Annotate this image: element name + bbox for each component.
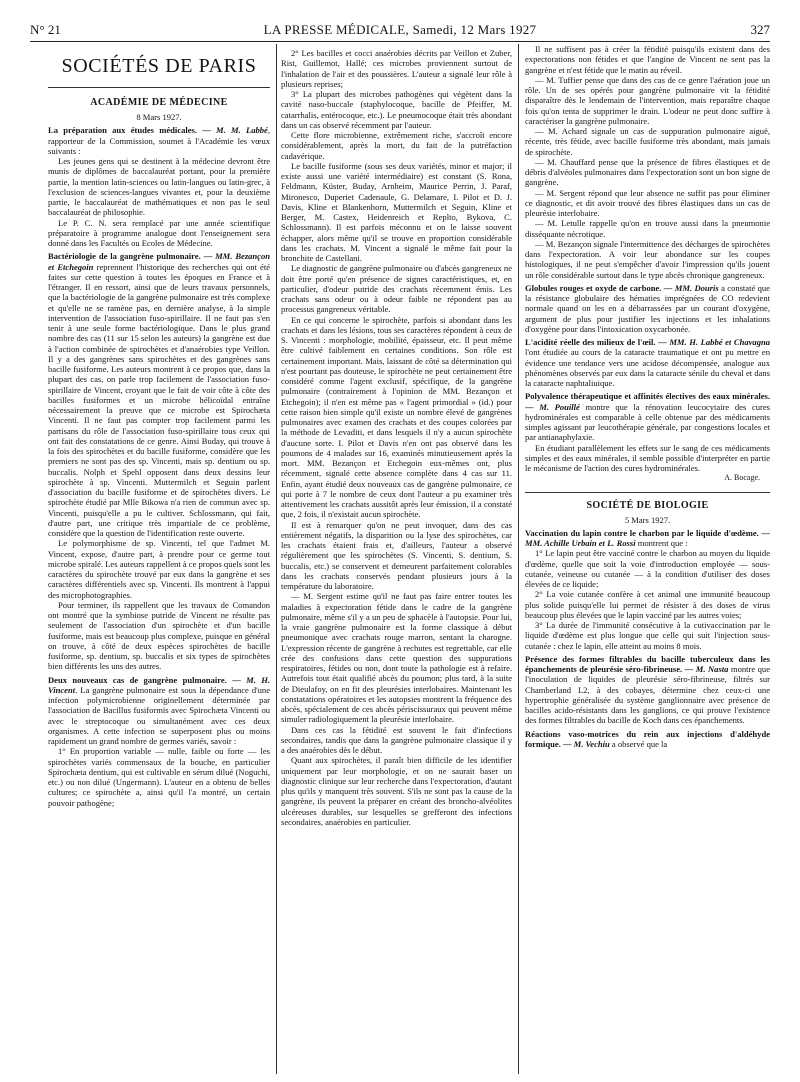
body-paragraph: Dans ces cas la fétidité est souvent le fait d'infections secondaires, tandis que dans la gangrène pulmonaire classique il y a des anaérobies dès le début. — [281, 724, 512, 755]
body-paragraph: 1° En proportion variable — nulle, faible ou forte — les spirochètes variés commensaux de la bouche, en particulier Spirochæta dentium, qui est cultivable en sérum dilué (Noguchi, etc.) ou non dilué (Ungermann). L'auteur en a obtenu de belles cultures; ce spirochète a, ainsi qu'il l'a montré, un certain pouvoir pathogène; — [48, 746, 270, 808]
academie-heading: ACADÉMIE DE MÉDECINE — [90, 97, 228, 108]
communication-text: montre que l'inoculation de liquides de pleurésie séro-fibrineuse, filtrés sur Chamberland L2, à des cobayes, détermine chez ceux-ci une hypertrophie généralisée du système ganglionnaire avec présence de bacilles acido-résistants dans les ganglions, ce qui prouve l'existence des formes filtrables du bacille de Koch dans ces épanchements. — [525, 664, 770, 726]
page-number: 327 — [750, 22, 770, 37]
column-3-body-top — [525, 44, 770, 473]
communication-paragraph — [525, 654, 770, 726]
signature: A. Bocage. — [724, 473, 760, 483]
communication-text: montre que la rénovation leucocytaire des cures hydrominérales est comparable à celle obtenue par des médicaments simples agissant par leucothérapie générale, par congestions locales et par antianaphylaxie. — [525, 401, 770, 443]
communication-title: La préparation aux études médicales. — — [48, 125, 217, 136]
communication-authors: M. Nasta — [695, 664, 729, 674]
journal-title: LA PRESSE MÉDICALE, Samedi, 12 Mars 1927 — [263, 22, 537, 37]
communication-paragraph — [525, 283, 770, 334]
communication-title: Globules rouges et oxyde de carbone. — — [525, 282, 675, 293]
communication-authors: MM. Douris — [674, 282, 719, 293]
biologie-heading: SOCIÉTÉ DE BIOLOGIE — [586, 499, 709, 511]
body-paragraph: Le bacille fusiforme (sous ses deux variétés, minor et major; il existe aussi une variété intermédiaire) est constant (S. Rona, Feldmann, Küster, Buday, Arnheim, Maurice Perrin, J. Paraf, Mironesco, Duperiet Cadenaule, G. Delamare, I. Pilot et D. J. Davis, Kline et Blankenhorn, Muttermilch et Seguin, Kline et Berger, M. Castex, Heidenreich et Replto, Bykova, C. Schlossmann). Il est parfois méconnu et on le laisse souvent échapper, alors même qu'il se trouve en proportion considérable dans les crachats. M. Vincent a signalé le même fait pour la bronchite de Castellani. — [281, 160, 512, 263]
body-paragraph: En ce qui concerne le spirochète, parfois si abondant dans les crachats et dans les lésions, tous ses caractères répondent à ceux de S. Vincenti : morphologie, mobilité, épaisseur, etc. Il peut même être cultivé faiblement en certaines conditions. Son rôle est certainement important. Mais, laissant de côté sa détermination qui n'est pourtant pas douteuse, le spirochète ne peut certainement être considéré comme l'agent exclusif, spécifique, de la gangrène pulmonaire (contrairement à l'opinion de MM. Bezançon et Etchegoin); il n'en est même pas « l'agent primordial » (id.) pour cette raison bien simple qu'il existe un nombre élevé de gangrènes pulmonaires avec examen des crachats et des coupes colorées par la méthode de Levaditi, et dans lesquels il n'y a aucun spirochète d'aucune sorte. I. Pilot et Davis n'en ont pas observé dans les poumons de 4 malades sur 16, examinés minutieusement après la mort. MM. Bezançon et Etchegoin eux-mêmes ont, plus récemment, signalé cette absence complète dans 4 cas sur 11. Enfin, ayant étudié deux nouveaux cas de gangrène pulmonaire, ce qui porte à 7 le nombre de ceux dont l'auteur a pu examiner très attentivement les crachats aussitôt après leur émission, il a constaté que, 2 fois, il n'existait aucun spirochète. — [281, 314, 512, 520]
body-paragraph: Le P. C. N. sera remplacé par une année scientifique préparatoire à programme analogue dont l'enseignement sera donné dans les Facultés ou Ecoles de Médecine. — [48, 217, 270, 248]
communication-title: Réactions vaso-motrices du rein aux injections d'aldéhyde formique. — — [525, 728, 770, 749]
body-paragraph: — M. Sergent répond que leur absence ne suffit pas pour éliminer ce diagnostic, et dit avoir trouvé des fibres élastiques dans un cas de pleurésie interlobaire. — [525, 187, 770, 218]
communication-text: , rapporteur de la Commission, soumet à l'Académie les vœux suivants : — [48, 125, 270, 156]
title-rule — [48, 87, 270, 88]
column-3-body-bottom — [525, 528, 770, 749]
communication-authors: M. Vechiu — [573, 738, 610, 749]
body-paragraph: Cette flore microbienne, extrêmement riche, s'accroît encore considérablement, après la mort, du fait de la putréfaction cadavérique. — [281, 130, 512, 161]
section-rule — [525, 492, 770, 493]
section-title: SOCIÉTÉS DE PARIS — [61, 55, 257, 77]
communication-authors: MM. Achille Urbain et L. Rossi — [525, 538, 636, 548]
communication-paragraph — [48, 125, 270, 156]
body-paragraph: Les jeunes gens qui se destinent à la médecine devront être munis de diplômes de baccalauréat portant, pour la première partie, la mention latin-sciences ou latin-langues ou latin-grec, à l'exclusion de sciences-langues vivantes et, pour la deuxième partie, le baccalauréat de mathématiques et non pas le seul baccalauréat de philosophie. — [48, 156, 270, 218]
header-rule — [30, 41, 770, 42]
column-1 — [48, 48, 270, 1076]
communication-paragraph — [525, 528, 770, 549]
communication-text: a observé que la — [609, 738, 668, 749]
body-paragraph: En étudiant parallèlement les effets sur le sang de ces médicaments simples et des eaux minérales, il semble possible d'interpréter en partie le mécanisme de l'action des cures hydrominérales. — [525, 442, 770, 473]
body-paragraph: 1° Le lapin peut être vacciné contre le charbon au moyen du liquide d'œdème, quelle que soit la voie d'introduction employée — sous-cutanée, veineuse ou cutanée — à la condition d'utiliser des doses élevées de ce liquide; — [525, 548, 770, 589]
communication-authors: M. M. Labbé — [216, 125, 268, 136]
body-paragraph: Le polymorphisme de sp. Vincenti, tel que l'admet M. Vincent, expose, d'autre part, à prendre pour ce germe tout microbe spiralé. Les auteurs rappellent à ce propos quels sont les caractères du spirochète trouvé par eux dans la gangrène et ses caractères différentiels avec sp. Vincenti. Ils montrent à l'appui des microphotographies. — [48, 538, 270, 600]
body-paragraph: 3° La plupart des microbes pathogènes qui végètent dans la cavité naso-buccale (staphylocoque, bacille de Pfeiffer, M. catarrhalis, entérocoque, etc.). Le pneumocoque était très abondant dans un cas observé récemment par l'auteur. — [281, 89, 512, 130]
page-header — [30, 22, 770, 38]
academie-date: 8 Mars 1927. — [136, 112, 182, 122]
communication-text: a constaté que la résistance globulaire des hématies imprégnées de CO redevient normale quand on les en a débarrassées par un courant d'oxygène, argument de plus pour justifier les injections et les inhalations d'oxygène pour dans l'intoxication oxycarbonée. — [525, 282, 770, 334]
body-paragraph: — M. Achard signale un cas de suppuration pulmonaire aiguë, récente, très fétide, avec bacille fusiforme très abondant, mais jamais de spirochète. — [525, 126, 770, 157]
body-paragraph: 3° La durée de l'immunité consécutive à la cutivaccination par le liquide d'œdème est plus longue que celle qui suit l'injection sous-cutanée : chez le lapin, elle atteint au moins 8 mois. — [525, 620, 770, 651]
body-paragraph: — M. Sergent estime qu'il ne faut pas faire entrer toutes les maladies à expectoration fétide dans le cadre de la gangrène pulmonaire, même s'il y a un peu de sphacèle à l'autopsie. Pour lui, la vraie gangrène pulmonaire est la forme classique à début pneumonique avec crachats rouge marron, sentant la charogne. L'expression récente de gangrène à rechutes est regrettable, car elle crée des confusions dans cette question des suppurations respiratoires, fétides ou non, dont toute la pathologie est à refaire. Autrefois tout était qualifié abcès du poumon; plus tard, à la suite de Dieulafoy, on en fit des pleurésies interlobaires. Maintenant les constatations opératoires et les autopsies montrent la fréquence des abcès, spécialement de ces abcès périscissuraux qui peuvent même simuler radiologiquement la pleurésie interlobaire. — [281, 591, 512, 725]
communication-authors: MM. Bezançon et Etchegoin — [48, 251, 270, 272]
body-paragraph: Pour terminer, ils rappellent que les travaux de Comandon ont montré que la symbiose putride de Vincent ne résulte pas seulement de l'association d'un spirochète et d'un bacille fusiforme, mais est beaucoup plus complexe, puisque en général on trouve, à côté de deux espèces spirochètes de bacille fusiforme, sp. dentium, sp. buccalis et six types de spirochètes bien différents les uns des autres. — [48, 599, 270, 672]
communication-title: Vaccination du lapin contre le charbon par le liquide d'œdème. — — [525, 527, 770, 538]
column-divider-1 — [276, 44, 277, 1074]
communication-paragraph — [525, 391, 770, 442]
body-paragraph: Il ne suffisent pas à créer la fétidité puisqu'ils existent dans des expectorations non fétides et que l'angine de Vincent ne sent pas la gangrène et n'est fétide que le matin au réveil. — [525, 44, 770, 75]
body-paragraph: Il est à remarquer qu'on ne peut invoquer, dans des cas entièrement négatifs, la disparition ou la lyse des spirochètes, car les crachats étaient frais et, d'ailleurs, l'auteur a observé régulièrement que les spirochètes (S. Vincenti, S. dentium, S. buccalis, etc.) se conservent et demeurent parfaitement colorables dans les crachats conservés pendant plusieurs jours à la température du laboratoire. — [281, 519, 512, 591]
body-paragraph: — M. Tuffier pense que dans des cas de ce genre l'aération joue un rôle. Un de ses opérés pour gangrène pulmonaire vit la fétidité disparaître dès le lendemain de l'intervention, mais reparaître chaque fois qu'on tenta de supprimer le drain. L'odeur ne peut donc suffire à caractériser la gangrène pulmonaire. — [525, 74, 770, 126]
body-paragraph: Le diagnostic de gangrène pulmonaire ou d'abcès gangreneux ne doit être porté qu'en présence de signes caractéristiques, et, en particulier, d'odeur putride des crachats récemment émis. Les crachats sans odeur ou à odeur faible ne répondent pas au processus gangreneux véritable. — [281, 263, 512, 315]
communication-text: l'ont étudiée au cours de la cataracte traumatique et ont pu mettre en évidence une tendance vers une acidose décompensée, analogue aux phénomènes observés par eux dans la cataracte sénile du cheval et dans la cataracte naphtaliuique. — [525, 347, 770, 388]
communication-title: Deux nouveaux cas de gangrène pulmonaire. — — [48, 674, 247, 685]
body-paragraph: — M. Bezançon signale l'intermittence des décharges de spirochètes dans l'expectoration. A voir leur abondance sur les coupes histologiques, il ne peut s'empêcher d'avoir l'impression qu'ils jouent un rôle considérable surtout dans le type abcès chronique gangreneux. — [525, 238, 770, 280]
communication-title: Présence des formes filtrables du bacille tuberculeux dans les épanchements de pleurésie séro-fibrineuse. — — [525, 653, 770, 674]
communication-authors: M. H. Vincent — [48, 674, 270, 695]
column-divider-2 — [518, 44, 519, 1074]
communication-text: . La gangrène pulmonaire est sous la dépendance d'une infection polymicrobienne originellement déterminée par l'association de Bacillus fusiformis avec Spirochæta Vincenti ou avec le streptocoque ou simultanément avec ces deux organismes. A cette infection se superposent plus ou moins rapidement un grand nombre de germes variés, savoir : — [48, 684, 270, 746]
body-paragraph: — M. Letulle rappelle qu'on en trouve aussi dans la pneumonie disséquante nécrotique. — [525, 218, 770, 239]
communication-authors: M. Pouillé — [539, 401, 580, 412]
communication-authors: MM. H. Labbé et Chavagna — [669, 337, 770, 347]
issue-number: N° 21 — [30, 22, 61, 37]
column-2-body — [281, 48, 512, 827]
communication-paragraph — [48, 251, 270, 538]
communication-text: reprennent l'historique des recherches qui ont été faites sur cette question à toutes les époques en France et à l'étranger. Il en ressort, ainsi que de leurs travaux personnels, que la bactériologie de la gangrène pulmonaire est très complexe et qu'elle ne se ramène pas, en dernière analyse, à la simple intervention de l'association fuso-spirillaire. Il ne faut pas s'en tenir à une seule forme bactériologique. Dans le plus grand nombre des cas (11 sur 15 selon les auteurs) la gangrène est due à l'action combinée de spirochètes et d'anaérobies type Veillon. Il y a des gangrènes sans spirochètes et des gangrènes sans bacille fusiforme. Les auteurs montrent à ce propos que, dans la plupart des cas, on parle trop facilement de l'association fuso-spirillaire de Vincent, croyant que le fait de voir côte à côte des bacilles fusiformes et un microbe hélicoïdal entraîne nécessairement la preuve que ce microbe est Spirochæta Vincenti. Il ne faut pas compter trop facilement parmi les partisans du rôle de l'association fuso-spirillaire tous ceux qui ont fait des constatations de ce genre. Ainsi Buday, qui trouve à la fois des spirochètes et du bacille fusiforme, considère que les premiers ne sont pas des sp. Vincenti, mais sp. dentium ou sp. buccalis. Nolph et Spehl opposent dans deux dessins leur spirochète à sp. Vincenti. Muttermilch et Seguin parlent d'association du bacille fusiforme et de spirochètes divers. Le spirochète étudié par Mlle Bikowa n'a rien de commun avec sp. Vincenti, puisqu'elle a pu le cultiver. Schlossmann, qui fait, d'autre part, une critique très impartiale de ce problème, considère que la question de l'identification reste ouverte. — [48, 261, 270, 538]
body-paragraph: — M. Chauffard pense que la présence de fibres élastiques et de débris d'alvéoles pulmonaires dans l'expectoration sont un bon signe de gangrène. — [525, 156, 770, 188]
communication-paragraph — [525, 729, 770, 750]
body-paragraph: 2° Les bacilles et cocci anaérobies décrits par Veillon et Zuber, Rist, Guillemot, Hallé; ces microbes proviennent surtout de l'inhalation de l'air et des poussières. L'auteur a signalé leur rôle à plusieurs reprises; — [281, 48, 512, 89]
communication-title: L'acidité réelle des milieux de l'œil. — — [525, 337, 670, 347]
communication-paragraph — [48, 675, 270, 747]
column-1-body — [48, 125, 270, 808]
body-paragraph: Quant aux spirochètes, il paraît bien difficile de les identifier uniquement par leur morphologie, et on ne saurait baser un diagnostic clinique sur leur recherche dans l'expectoration, d'autant plus qu'ils y manquent très souvent. S'ils ne sont pas la cause de la gangrène, ils peuvent la préparer en créant des broncho-alvéolites ulcéreuses durables, sur lesquelles se grefferont des infections secondaires, anaérobies en particulier. — [281, 755, 512, 827]
biologie-date: 5 Mars 1927. — [624, 514, 671, 525]
body-paragraph: 2° La voie cutanée confère à cet animal une immunité beaucoup plus solide puisqu'elle lui permet de résister à des doses de virus beaucoup plus élevées que le lapin vacciné par les autres voies; — [525, 589, 770, 620]
communication-title: Polyvalence thérapeutique et affinités électives des eaux minérales. — — [525, 391, 770, 412]
communication-title: Bactériologie de la gangrène pulmonaire. — — [48, 251, 216, 262]
communication-text: montrent que : — [635, 538, 688, 548]
column-3 — [525, 44, 770, 1076]
communication-paragraph — [525, 337, 770, 388]
column-2 — [281, 48, 512, 1076]
